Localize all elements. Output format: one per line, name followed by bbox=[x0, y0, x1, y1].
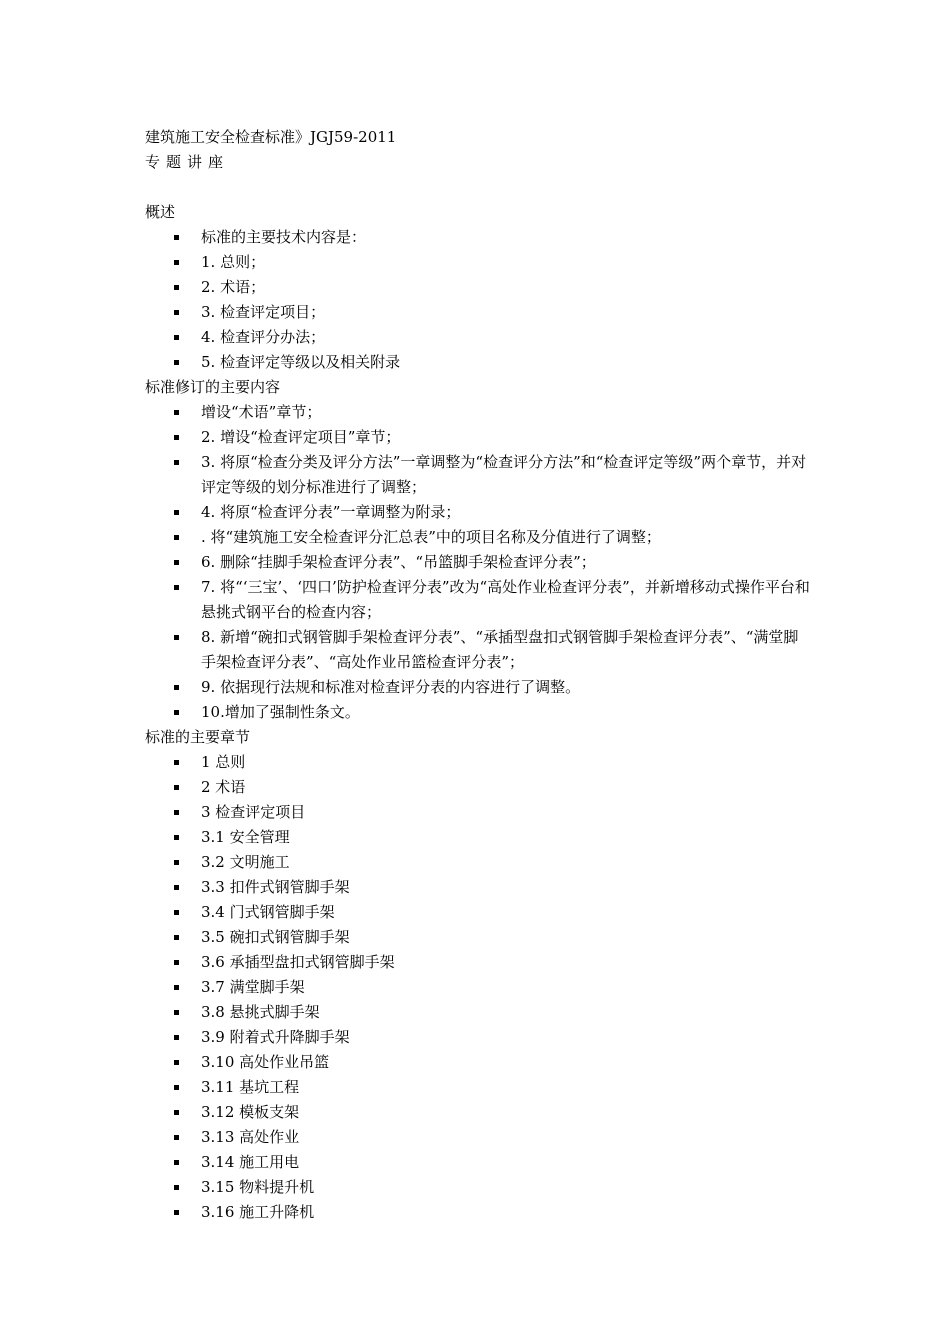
list-item: 3. 将原“检查分类及评分方法”一章调整为“检查评分方法”和“检查评定等级”两个章节，并对评定等级的划分标准进行了调整； bbox=[145, 450, 810, 500]
list-item: 3.8 悬挑式脚手架 bbox=[145, 1000, 810, 1025]
list-item: 3.5 碗扣式钢管脚手架 bbox=[145, 925, 810, 950]
list-item: . 将“建筑施工安全检查评分汇总表”中的项目名称及分值进行了调整； bbox=[145, 525, 810, 550]
list-item: 3 检查评定项目 bbox=[145, 800, 810, 825]
list-item: 10.增加了强制性条文。 bbox=[145, 700, 810, 725]
list-item: 1. 总则； bbox=[145, 250, 810, 275]
list-item: 3.15 物料提升机 bbox=[145, 1175, 810, 1200]
spacer bbox=[145, 175, 810, 200]
list-item: 3.12 模板支架 bbox=[145, 1100, 810, 1125]
list-item: 2. 术语； bbox=[145, 275, 810, 300]
list-item: 3.10 高处作业吊篮 bbox=[145, 1050, 810, 1075]
list-item: 3.2 文明施工 bbox=[145, 850, 810, 875]
list-item: 4. 检查评分办法； bbox=[145, 325, 810, 350]
list-item: 3.9 附着式升降脚手架 bbox=[145, 1025, 810, 1050]
section-heading: 标准的主要章节 bbox=[145, 728, 251, 746]
section-revisions bbox=[145, 375, 810, 725]
bullet-list bbox=[145, 225, 810, 375]
list-item: 3.4 门式钢管脚手架 bbox=[145, 900, 810, 925]
list-item: 1 总则 bbox=[145, 750, 810, 775]
section-heading: 标准修订的主要内容 bbox=[145, 378, 281, 396]
list-item: 标准的主要技术内容是： bbox=[145, 225, 810, 250]
list-item: 8. 新增“碗扣式钢管脚手架检查评分表”、“承插型盘扣式钢管脚手架检查评分表”、“满堂脚手架检查评分表”、“高处作业吊篮检查评分表”； bbox=[145, 625, 810, 675]
bullet-list bbox=[145, 400, 810, 725]
list-item: 4. 将原“检查评分表”一章调整为附录； bbox=[145, 500, 810, 525]
list-item: 2. 增设“检查评定项目”章节； bbox=[145, 425, 810, 450]
list-item: 2 术语 bbox=[145, 775, 810, 800]
section-overview bbox=[145, 200, 810, 375]
bullet-list bbox=[145, 750, 810, 1225]
list-item: 7. 将“‘三宝’、‘四口’防护检查评分表”改为“高处作业检查评分表”，并新增移动式操作平台和悬挑式钢平台的检查内容； bbox=[145, 575, 810, 625]
section-chapters bbox=[145, 725, 810, 1225]
list-item: 3.1 安全管理 bbox=[145, 825, 810, 850]
list-item: 3.3 扣件式钢管脚手架 bbox=[145, 875, 810, 900]
list-item: 6. 删除“挂脚手架检查评分表”、“吊篮脚手架检查评分表”； bbox=[145, 550, 810, 575]
list-item: 3.13 高处作业 bbox=[145, 1125, 810, 1150]
list-item: 3.7 满堂脚手架 bbox=[145, 975, 810, 1000]
list-item: 3.6 承插型盘扣式钢管脚手架 bbox=[145, 950, 810, 975]
list-item: 3.14 施工用电 bbox=[145, 1150, 810, 1175]
section-heading: 概述 bbox=[145, 203, 176, 221]
list-item: 5. 检查评定等级以及相关附录 bbox=[145, 350, 810, 375]
list-item: 3. 检查评定项目； bbox=[145, 300, 810, 325]
document-page bbox=[145, 125, 810, 1225]
list-item: 3.11 基坑工程 bbox=[145, 1075, 810, 1100]
list-item: 9. 依据现行法规和标准对检查评分表的内容进行了调整。 bbox=[145, 675, 810, 700]
list-item: 增设“术语”章节； bbox=[145, 400, 810, 425]
document-subtitle: 专题讲座 bbox=[145, 153, 230, 171]
list-item: 3.16 施工升降机 bbox=[145, 1200, 810, 1225]
document-title: 建筑施工安全检查标准》JGJ59-2011 bbox=[145, 128, 397, 146]
